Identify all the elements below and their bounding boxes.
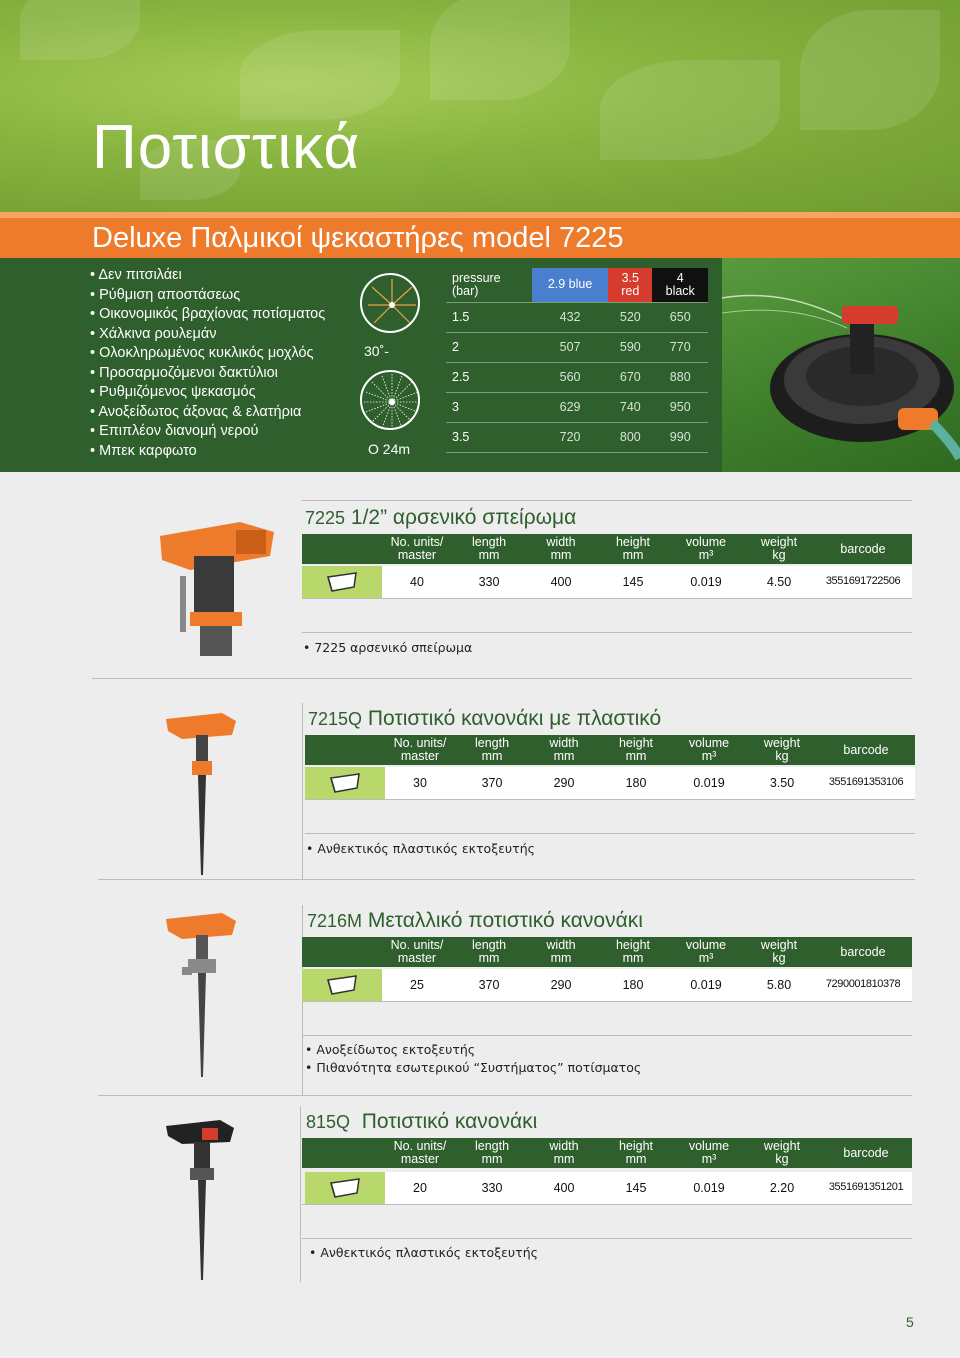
section-title: Deluxe Παλμικοί ψεκαστήρες model 7225	[92, 222, 624, 254]
product-notes: • 7225 αρσενικό σπείρωμα	[303, 639, 472, 657]
spec-header: No. units/ master length mm width mm height mm volume m³ weight kg barcode	[302, 937, 912, 967]
table-row: 2.5 560 670 880	[446, 362, 708, 392]
feature-item: • Ρύθμιση αποστάσεως	[90, 286, 325, 306]
feature-item: • Επιπλέον διανομή νερού	[90, 422, 325, 442]
table-row: 1.5 432 520 650	[446, 302, 708, 332]
feature-item: • Προσαρμοζόμενοι δακτύλιοι	[90, 364, 325, 384]
feature-item: • Χάλκινα ρουλεμάν	[90, 325, 325, 345]
page-number: 5	[906, 1314, 914, 1330]
header-banner	[0, 0, 960, 212]
tray-icon	[305, 1172, 385, 1204]
sprinkler-7215q-image	[162, 709, 242, 879]
product-title: 7216M Μεταλλικό ποτιστικό κανονάκι	[307, 909, 643, 932]
feature-item: • Οικονομικός βραχίονας ποτίσματος	[90, 305, 325, 325]
table-row: 30 370 290 180 0.019 3.50 3551691353106	[385, 767, 915, 799]
tray-icon	[302, 566, 382, 598]
nozzle-black: 4 black	[652, 268, 708, 302]
product-notes: • Ανθεκτικός πλαστικός εκτοξευτής	[306, 840, 535, 858]
range-label: Ο 24m	[368, 441, 411, 457]
table-row: 40 330 400 145 0.019 4.50 3551691722506	[382, 566, 912, 598]
product-title: 815Q Ποτιστικό κανονάκι	[306, 1110, 538, 1133]
nozzle-red: 3.5 red	[608, 268, 652, 302]
table-row: 3.5 720 800 990	[446, 422, 708, 452]
table-row: 20 330 400 145 0.019 2.20 3551691351201	[385, 1172, 912, 1204]
sprinkler-photo	[722, 258, 960, 472]
section-header	[0, 212, 960, 258]
sprinkler-815q-image	[162, 1114, 242, 1284]
feature-item: • Ρυθμιζόμενος ψεκασμός	[90, 383, 325, 403]
full-circle-icon	[360, 370, 420, 430]
spec-header: No. units/ master length mm width mm height mm volume m³ weight kg barcode	[302, 1138, 912, 1168]
product-title: 7225 1/2” αρσενικό σπείρωμα	[305, 506, 577, 529]
pressure-table-header	[446, 268, 708, 302]
pressure-label: pressure (bar)	[446, 268, 532, 302]
feature-item: • Μπεκ καρφωτο	[90, 442, 325, 462]
sprinkler-7225-image	[150, 516, 280, 666]
tray-icon	[302, 969, 382, 1001]
partial-circle-icon	[360, 273, 420, 333]
product-notes: • Ανοξείδωτος εκτοξευτής • Πιθανότητα εσωτερικού “Συστήματος” ποτίσματος	[305, 1041, 641, 1077]
table-row: 25 370 290 180 0.019 5.80 7290001810378	[382, 969, 912, 1001]
table-row: 2 507 590 770	[446, 332, 708, 362]
sprinkler-7216m-image	[162, 909, 242, 1081]
page-title: Ποτιστικά	[92, 113, 361, 182]
spec-header: No. units/ master length mm width mm height mm volume m³ weight kg barcode	[305, 735, 915, 765]
feature-item: • Δεν πιτσιλάει	[90, 266, 325, 286]
product-notes: • Ανθεκτικός πλαστικός εκτοξευτής	[309, 1244, 538, 1262]
feature-list	[90, 266, 325, 461]
product-title: 7215Q Ποτιστικό κανονάκι με πλαστικό	[308, 707, 662, 730]
spec-header: No. units/ master length mm width mm height mm volume m³ weight kg barcode	[302, 534, 912, 564]
table-row: 3 629 740 950	[446, 392, 708, 422]
tray-icon	[305, 767, 385, 799]
feature-item: • Ανοξείδωτος άξονας & ελατήρια	[90, 403, 325, 423]
pressure-table	[446, 268, 708, 453]
nozzle-blue: 2.9 blue	[532, 268, 608, 302]
angle-label: 30˚-	[364, 343, 389, 359]
feature-item: • Ολοκληρωμένος κυκλικός μοχλός	[90, 344, 325, 364]
